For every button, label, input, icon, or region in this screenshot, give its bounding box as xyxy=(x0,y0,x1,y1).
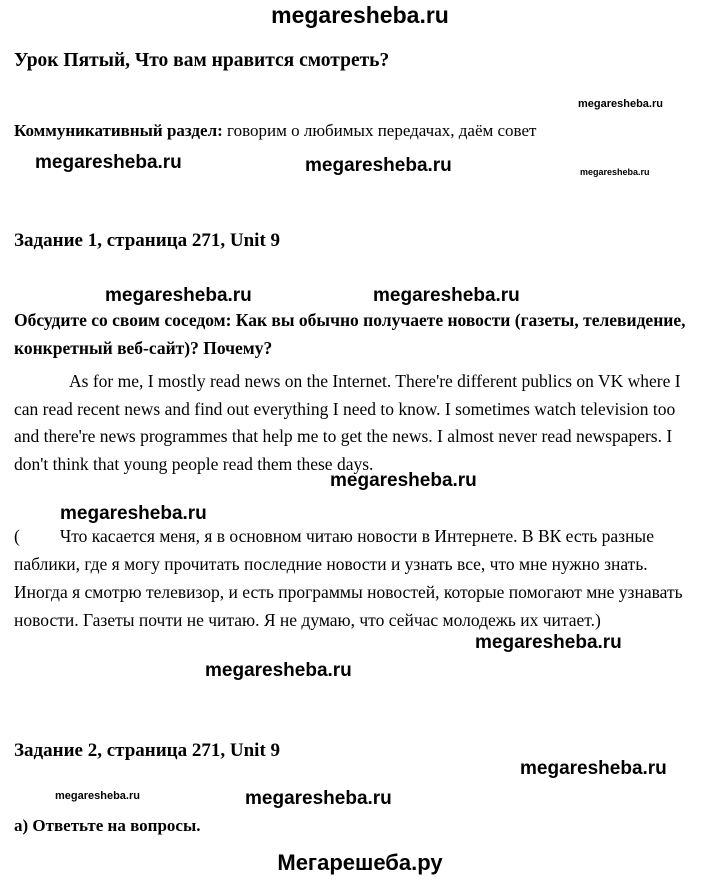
site-footer-watermark: Мегарешеба.ру xyxy=(277,850,443,875)
watermark: megaresheba.ru xyxy=(580,167,650,177)
task2-heading: Задание 2, страница 271, Unit 9 xyxy=(14,740,281,761)
watermark: megaresheba.ru xyxy=(373,285,520,306)
communicative-section xyxy=(14,121,536,141)
task1-question: Обсудите со своим соседом: Как вы обычно получаете новости (газеты, телевидение, конкретный веб-сайт)? Почему? xyxy=(14,310,686,358)
answer-russian-open-paren: ( xyxy=(14,526,20,546)
watermark: megaresheba.ru xyxy=(105,285,252,306)
watermark: megaresheba.ru xyxy=(520,758,667,779)
site-header-watermark: megaresheba.ru xyxy=(271,2,449,28)
task1-answer-russian xyxy=(14,522,700,634)
lesson-title: Урок Пятый, Что вам нравится смотреть? xyxy=(14,50,390,71)
watermark: megaresheba.ru xyxy=(60,503,207,524)
communicative-section-label: Коммуникативный раздел: xyxy=(14,121,223,140)
watermark: megaresheba.ru xyxy=(245,788,392,809)
watermark: megaresheba.ru xyxy=(475,632,622,653)
watermark: megaresheba.ru xyxy=(35,152,182,173)
communicative-section-text: говорим о любимых передачах, даём совет xyxy=(222,121,537,140)
watermark: megaresheba.ru xyxy=(55,790,140,802)
answer-russian-text: Что касается меня, я в основном читаю новости в Интернете. В ВК есть разные паблики, где я могу прочитать последние новости и узнать все, что мне нужно знать. Иногда я смотрю телевизор, и есть программы новостей, которые помогают мне узнавать новости. Газеты почти не читаю. Я не думаю, что сейчас молодежь их читает.) xyxy=(14,526,683,630)
task1-heading: Задание 1, страница 271, Unit 9 xyxy=(14,230,281,251)
watermark: megaresheba.ru xyxy=(578,98,663,110)
task1-answer-english: As for me, I mostly read news on the Internet. There're different publics on VK where I can read recent news and find out everything I need to know. I sometimes watch television too and there're news programmes that help me to get the news. I almost never read newspapers. I don't think that young people read them these days. xyxy=(14,371,681,474)
watermark: megaresheba.ru xyxy=(205,660,352,681)
task2-subtask: а) Ответьте на вопросы. xyxy=(14,816,201,835)
watermark: megaresheba.ru xyxy=(305,155,452,176)
watermark: megaresheba.ru xyxy=(330,470,477,491)
